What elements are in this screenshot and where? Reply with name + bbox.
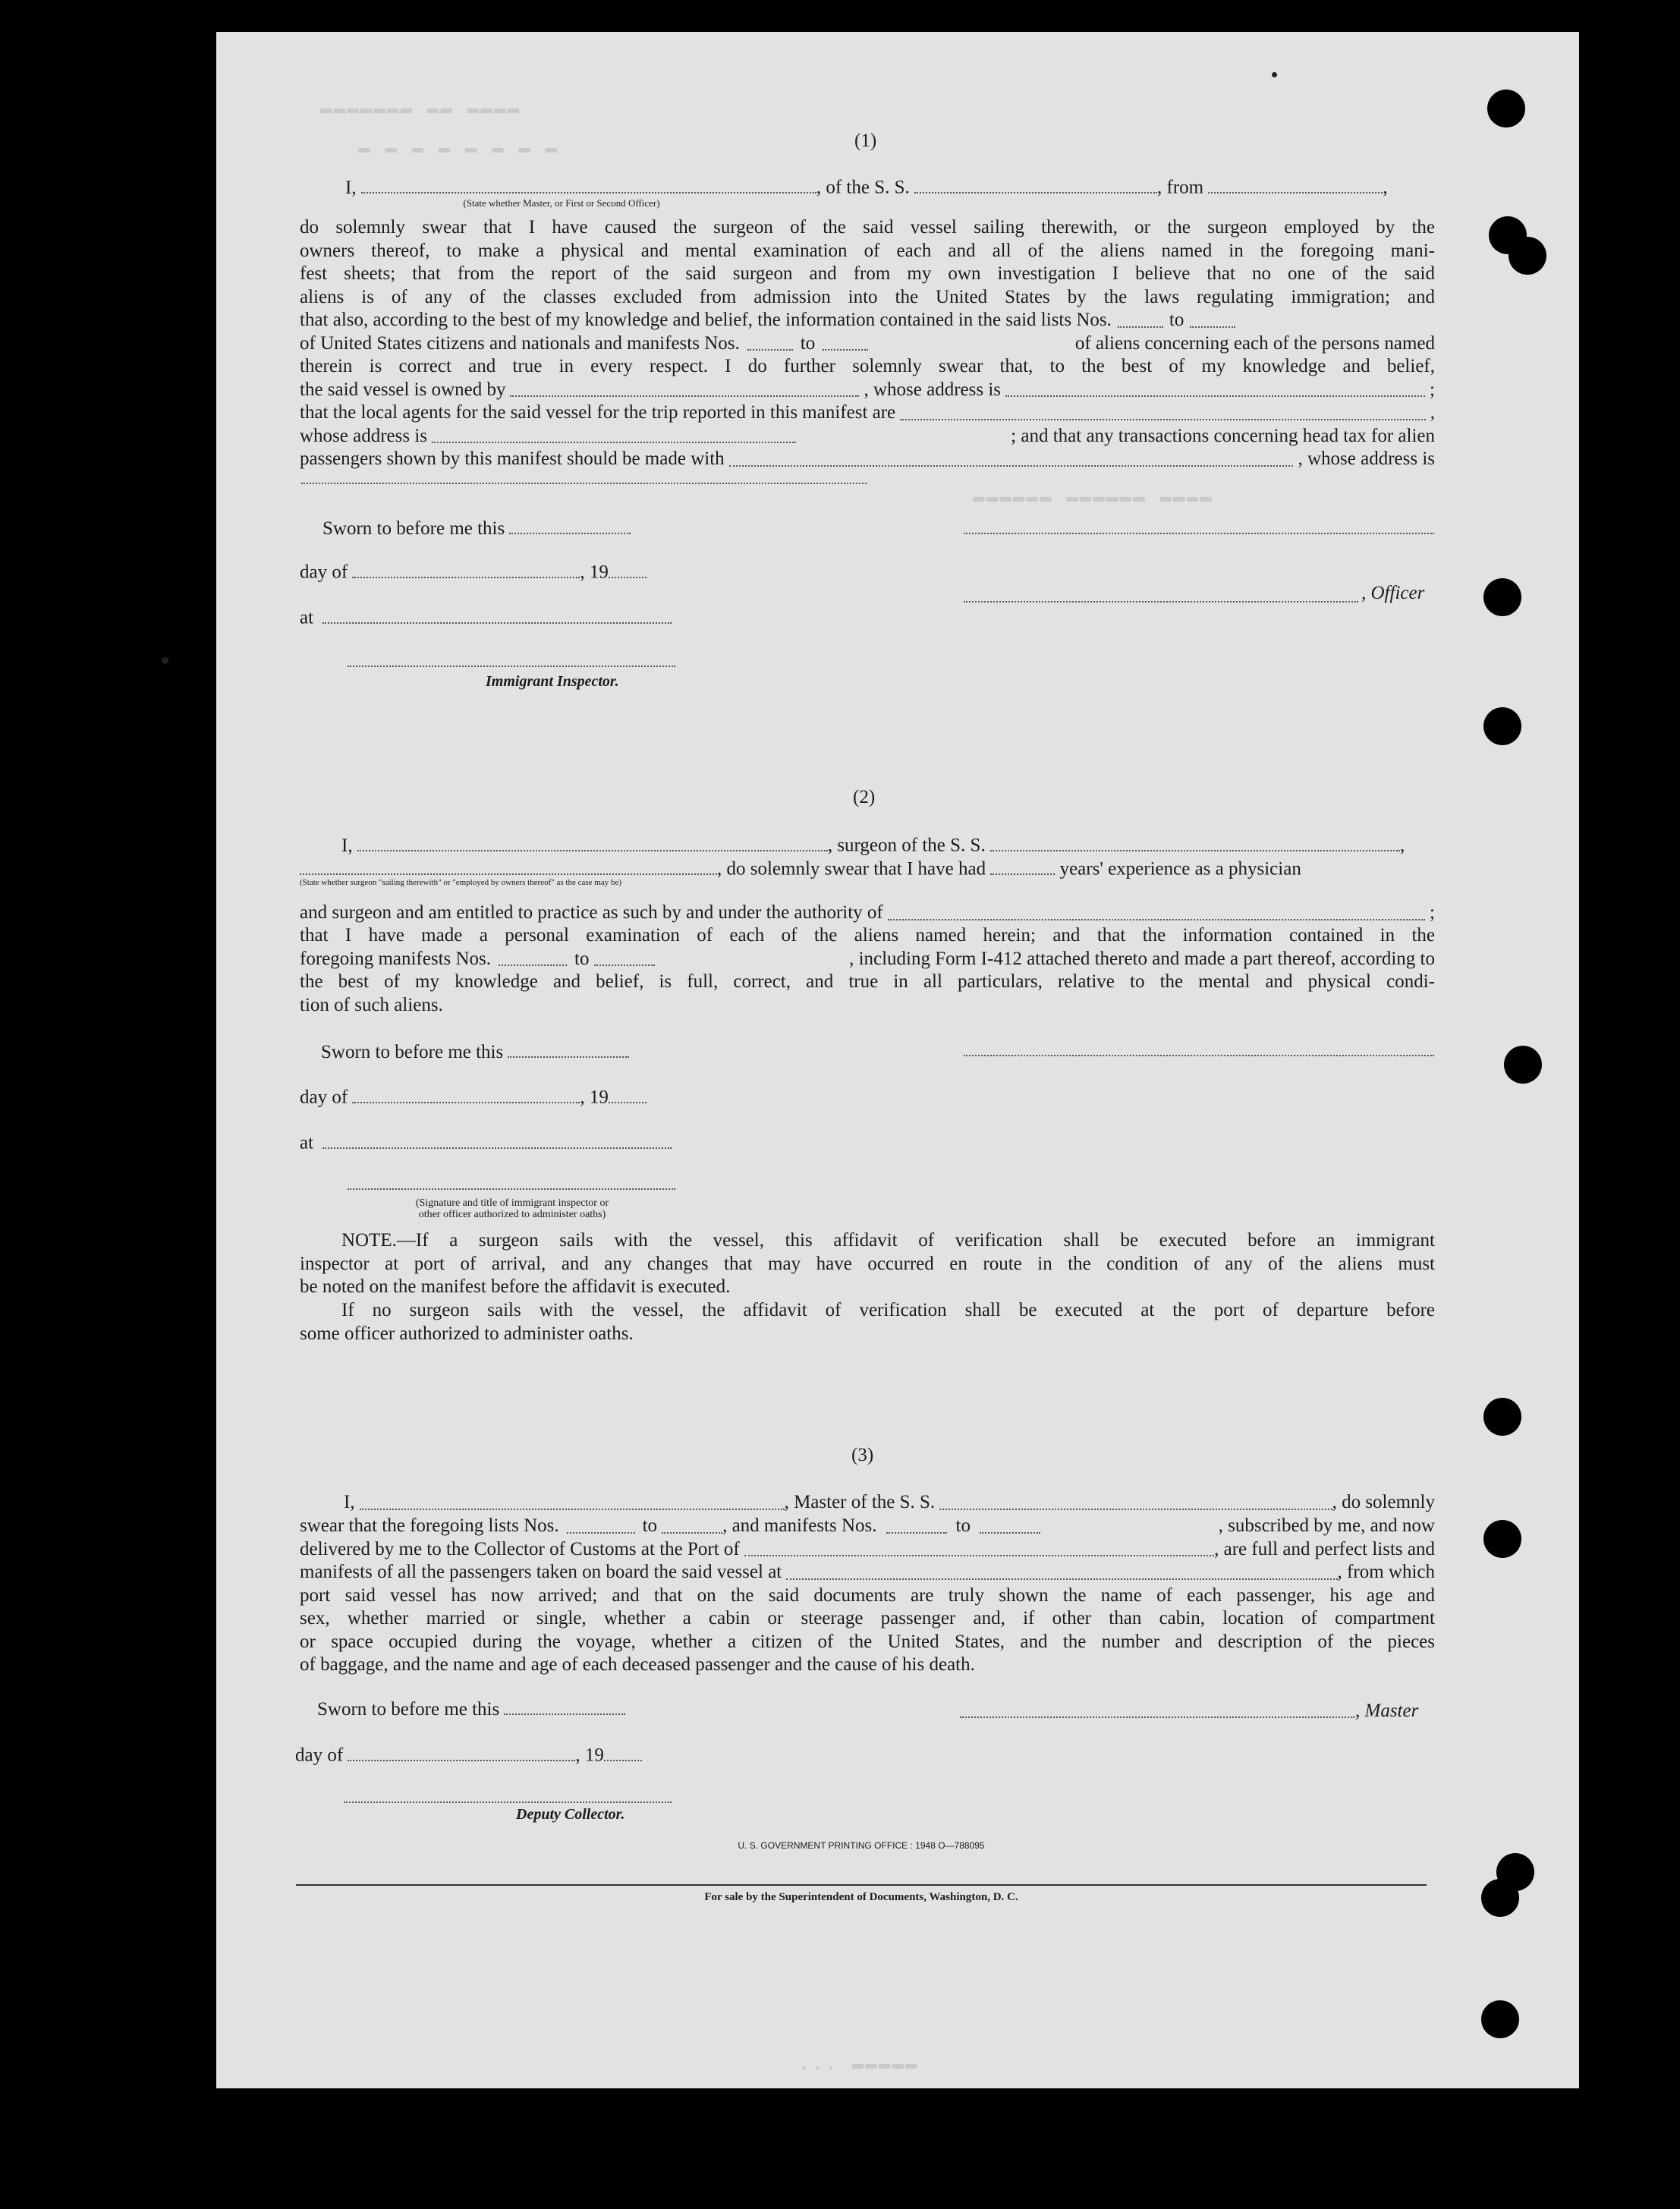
- lists-to-field[interactable]: [1190, 309, 1235, 328]
- deputy-collector-label: Deputy Collector.: [516, 1806, 625, 1823]
- master-label: , Master: [1355, 1701, 1419, 1721]
- ink-speck: [1272, 72, 1277, 77]
- sworn-place-field-2[interactable]: [322, 1130, 672, 1149]
- port-field[interactable]: [744, 1538, 1214, 1557]
- inspector-signature-field-1[interactable]: [348, 666, 675, 667]
- section-1-at-line: at: [300, 605, 1438, 630]
- punch-hole: [1481, 2000, 1519, 2038]
- punch-hole: [1483, 578, 1521, 616]
- inspector-signature-field-2[interactable]: [348, 1188, 675, 1190]
- section-2-day-line: day of , 19: [300, 1084, 1438, 1109]
- section-3-sworn-line: Sworn to before me this: [300, 1696, 1438, 1721]
- sworn-day-field-2[interactable]: [508, 1039, 629, 1058]
- officer-signature-field[interactable]: [964, 601, 1358, 603]
- agents-address-field[interactable]: [432, 425, 796, 444]
- officer-rank-field[interactable]: [361, 175, 816, 194]
- deputy-collector-signature-field[interactable]: [344, 1801, 672, 1803]
- officer-signature-field-top[interactable]: [964, 533, 1434, 534]
- manifests-to-field[interactable]: [823, 332, 868, 351]
- section-3-paragraph: swear that the foregoing lists Nos. to , and manifests Nos. to , subscribed by me, and now delivered by me to the Collector of Customs at the Port of , are full and perfect lists and manifests of all the passengers taken on board the said vessel at , from which port said vessel has now arrived; and that on the said documents are truly shown the name of each passenger, his age and sex, whether married or single, whether a cabin or steerage passenger and, if other than cabin, location of compartment or space occupied during the voyage, whether a citizen of the United States, and the number and description of the pieces of baggage, and the name and age of each deceased passenger and the cause of his death.: [300, 1515, 1435, 1675]
- master-lists-from-field[interactable]: [567, 1515, 635, 1534]
- surgeon-manifests-to-field[interactable]: [594, 948, 655, 967]
- section-2-paragraph: that I have made a personal examination of each of the aliens named herein; and that the information contained in the foregoing manifests Nos. to , including Form I-412 attached thereto and made a part thereof, according to the best of my knowledge and belief, is full, correct, and true in all particulars, relative to the mental and physical condi- tion of such aliens.: [300, 925, 1435, 1015]
- section-2-line-1: I, , surgeon of the S. S. ,: [300, 832, 1438, 857]
- master-manifests-from-field[interactable]: [886, 1515, 947, 1534]
- punch-hole: [1481, 1879, 1519, 1917]
- bleed-through-mark: ▬ ▬ ▬ ▬ ▬ ▬ ▬ ▬: [357, 137, 558, 159]
- punch-hole: [1487, 90, 1525, 127]
- vessel-owner-field[interactable]: [510, 379, 859, 398]
- punch-hole: [1483, 1398, 1521, 1436]
- section-2-surgeon-caption: (State whether surgeon "sailing therewith" or "employed by owners thereof" as the case may be): [300, 878, 622, 887]
- note-paragraph-2: If no surgeon sails with the vessel, the affidavit of verification shall be executed at the port of departure before some officer authorized to administer oaths.: [300, 1300, 1435, 1344]
- punch-hole: [1504, 1046, 1542, 1084]
- master-name-field[interactable]: [360, 1491, 785, 1510]
- section-1-rank-caption: (State whether Master, or First or Second Officer): [463, 197, 660, 209]
- sworn-year-field-1[interactable]: [609, 559, 647, 578]
- section-1-day-line: day of , 19: [300, 559, 1438, 584]
- manifests-from-field[interactable]: [747, 332, 793, 351]
- sworn-year-field-3[interactable]: [604, 1742, 642, 1761]
- section-2-at-line: at: [300, 1130, 1438, 1155]
- local-agents-field[interactable]: [900, 401, 1426, 420]
- bleed-through-mark: ▬▬▬▬ ▬▬ ▬▬▬▬▬▬▬: [319, 97, 520, 120]
- section-1-line-1: I, , of the S. S. , from ,: [300, 175, 1438, 200]
- master-vessel-field[interactable]: [939, 1491, 1332, 1510]
- departure-port-field[interactable]: [1208, 175, 1383, 194]
- sworn-year-field-2[interactable]: [609, 1084, 647, 1103]
- section-2-line-2: , do solemnly swear that I have had years' experience as a physician: [300, 856, 1438, 881]
- years-experience-field[interactable]: [990, 856, 1055, 875]
- footer-rule: [296, 1884, 1427, 1886]
- section-2-sworn-line: Sworn to before me this: [300, 1039, 1438, 1064]
- practice-authority-field[interactable]: [888, 902, 1425, 920]
- head-tax-address-field[interactable]: [301, 483, 867, 484]
- owner-address-field[interactable]: [1005, 379, 1425, 398]
- section-2-line-3: and surgeon and am entitled to practice as such by and under the authority of ;: [300, 902, 1435, 923]
- surgeon-status-field[interactable]: [300, 856, 717, 875]
- lists-from-field[interactable]: [1118, 309, 1163, 328]
- surgeon-vessel-field[interactable]: [990, 832, 1400, 851]
- section-3-number: (3): [851, 1445, 874, 1465]
- sworn-month-field-1[interactable]: [352, 559, 580, 578]
- printing-office-line: U. S. GOVERNMENT PRINTING OFFICE : 1948 O—788095: [738, 1840, 985, 1851]
- surgeon-signature-field[interactable]: [964, 1055, 1434, 1056]
- section-1-number: (1): [854, 131, 877, 151]
- note-paragraph-1: NOTE.—If a surgeon sails with the vessel, this affidavit of verification shall be executed before an immigrant inspector at port of arrival, and any changes that may have occurred en route in the condition of any of the aliens must be noted on the manifest before the affidavit is executed.: [300, 1230, 1435, 1297]
- officer-label: , Officer: [1361, 583, 1425, 603]
- head-tax-party-field[interactable]: [729, 448, 1294, 467]
- surgeon-manifests-from-field[interactable]: [499, 948, 567, 967]
- bleed-through-mark: ▬▬▬▬▬ ...: [797, 2053, 917, 2075]
- master-manifests-to-field[interactable]: [980, 1515, 1040, 1534]
- section-2-number: (2): [853, 787, 876, 807]
- punch-hole: [1483, 707, 1521, 745]
- section-1-sworn-line: Sworn to before me this: [300, 515, 1438, 540]
- master-signature-field[interactable]: [960, 1717, 1354, 1718]
- section-3-line-1: I, , Master of the S. S. , do solemnly: [344, 1492, 1435, 1512]
- section-1-paragraph: do solemnly swear that I have caused the surgeon of the said vessel sailing therewith, or the surgeon employed by the owners thereof, to make a physical and mental examination of each and all of the aliens named in the foregoing mani- fest sheets; that from the report of the said surgeon and from my own investigation I believe that no one of the said aliens is of any of the classes excluded from admission into the United States by the laws regulating immigration; and that also, according to the best of my knowledge and belief, the information contained in the said lists Nos. to of United States citizens and nationals and manifests Nos. to of aliens concerning each of the persons named therein is correct and true in every respect. I do further solemnly swear that, to the best of my knowledge and belief, the said vessel is owned by , whose address is ; that the local agents for the said vessel for the trip reported in this manifest are , whose address is ; and that any transactions concerning head tax for alien passengers shown by this manifest should be made with , whose address is: [300, 217, 1435, 469]
- inspector-label-1: Immigrant Inspector.: [486, 673, 619, 690]
- embarkation-port-field[interactable]: [786, 1561, 1337, 1580]
- sale-notice: For sale by the Superintendent of Documents, Washington, D. C.: [704, 1891, 1018, 1903]
- sworn-month-field-2[interactable]: [352, 1084, 580, 1103]
- surgeon-name-field[interactable]: [357, 832, 828, 851]
- vessel-name-field[interactable]: [914, 175, 1157, 194]
- signature-caption: (Signature and title of immigrant inspector or other officer authorized to administer oaths): [415, 1197, 609, 1220]
- sworn-month-field-3[interactable]: [348, 1742, 575, 1761]
- section-3-day-line: day of , 19: [295, 1742, 1433, 1767]
- sworn-day-field-1[interactable]: [509, 515, 631, 534]
- sworn-day-field-3[interactable]: [504, 1696, 625, 1715]
- bleed-through-mark: ▬▬▬▬ ▬▬▬▬▬▬ ▬▬▬▬▬▬: [971, 486, 1212, 508]
- punch-hole: [1483, 1520, 1521, 1558]
- sworn-place-field-1[interactable]: [322, 605, 672, 624]
- master-lists-to-field[interactable]: [662, 1515, 722, 1534]
- ink-speck: [162, 657, 168, 664]
- punch-hole: [1509, 237, 1546, 275]
